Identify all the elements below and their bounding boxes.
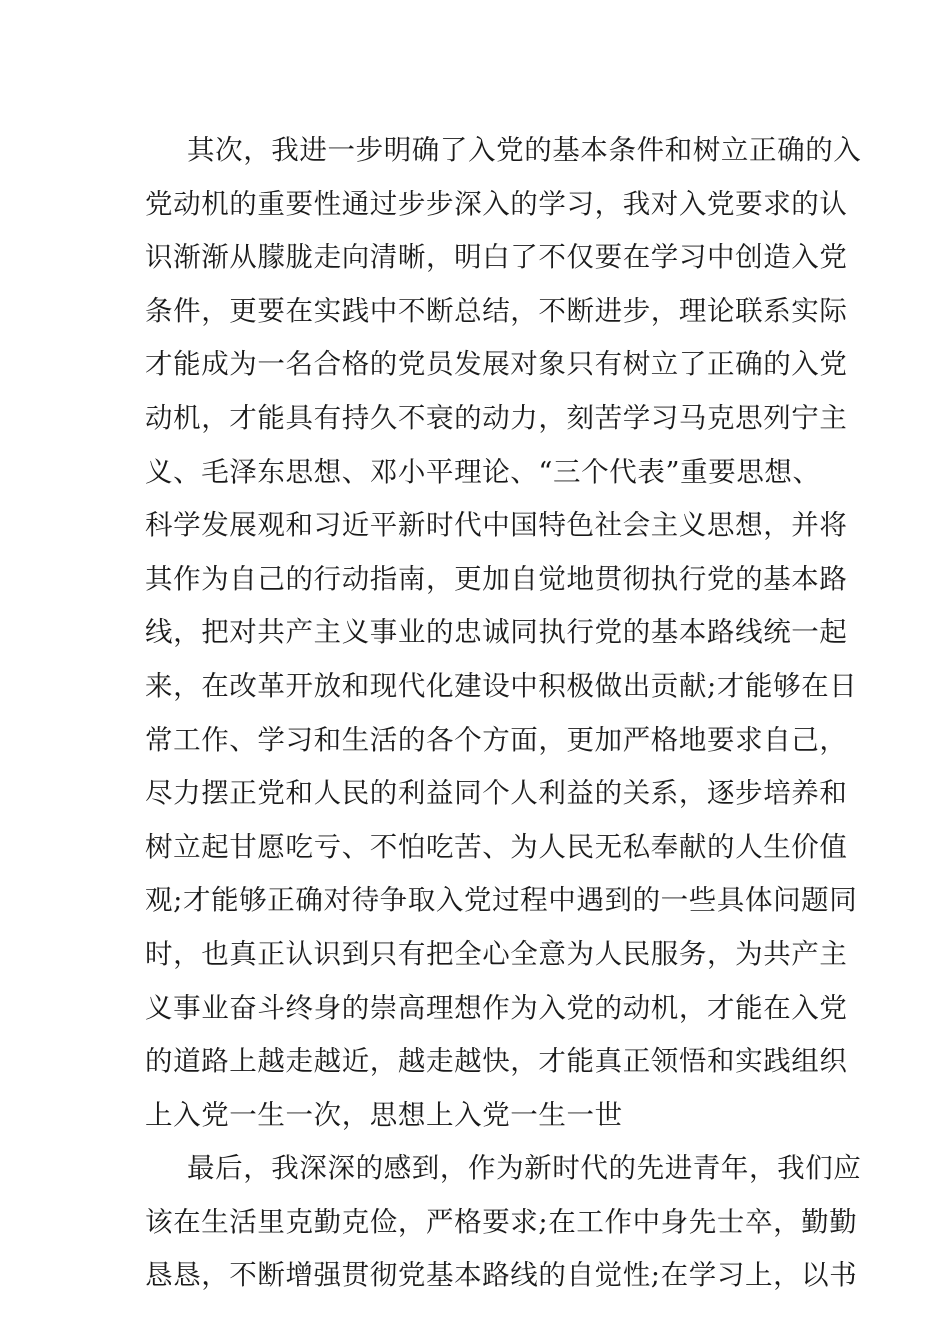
- paragraph-1-line-19: 上入党一生一次，思想上入党一生一世: [145, 1098, 623, 1131]
- paragraph-1-line-15: 观;才能够正确对待争取入党过程中遇到的一些具体问题同: [145, 884, 858, 917]
- paragraph-2-line-2: 该在生活里克勤克俭，严格要求;在工作中身先士卒，勤勤: [145, 1205, 858, 1238]
- paragraph-1-line-16: 时，也真正认识到只有把全心全意为人民服务，为共产主: [145, 937, 848, 970]
- paragraph-1-line-2: 党动机的重要性通过步步深入的学习，我对入党要求的认: [145, 187, 848, 220]
- paragraph-1-line-11: 来，在改革开放和现代化建设中积极做出贡献;才能够在日: [145, 669, 858, 702]
- paragraph-2-line-1: 最后，我深深的感到，作为新时代的先进青年，我们应: [187, 1152, 862, 1185]
- paragraph-1-line-10: 线，把对共产主义事业的忠诚同执行党的基本路线统一起: [145, 616, 848, 649]
- document-body: [145, 124, 862, 1303]
- paragraph-1-line-6: 动机，才能具有持久不衰的动力，刻苦学习马克思列宁主: [145, 401, 848, 434]
- paragraph-1-line-18: 的道路上越走越近，越走越快，才能真正领悟和实践组织: [145, 1045, 848, 1078]
- paragraph-1-line-7: 义、毛泽东思想、邓小平理论、“三个代表”重要思想、: [145, 455, 821, 488]
- paragraph-1-line-8: 科学发展观和习近平新时代中国特色社会主义思想，并将: [145, 509, 848, 542]
- paragraph-1-line-5: 才能成为一名合格的党员发展对象只有树立了正确的入党: [145, 348, 848, 381]
- paragraph-1-line-12: 常工作、学习和生活的各个方面，更加严格地要求自己，: [145, 723, 848, 756]
- paragraph-1-line-9: 其作为自己的行动指南，更加自觉地贯彻执行党的基本路: [145, 562, 848, 595]
- paragraph-1-line-3: 识渐渐从朦胧走向清晰，明白了不仅要在学习中创造入党: [145, 241, 848, 274]
- paragraph-2-line-3: 恳恳，不断增强贯彻党基本路线的自觉性;在学习上，以书: [145, 1259, 858, 1292]
- paragraph-1-line-1: 其次，我进一步明确了入党的基本条件和树立正确的入: [187, 134, 862, 166]
- paragraph-1-line-4: 条件，更要在实践中不断总结，不断进步，理论联系实际: [145, 294, 848, 327]
- paragraph-1-line-14: 树立起甘愿吃亏、不怕吃苦、为人民无私奉献的人生价值: [145, 830, 848, 863]
- paragraph-1-line-17: 义事业奋斗终身的崇高理想作为入党的动机，才能在入党: [145, 991, 848, 1024]
- paragraph-1-line-13: 尽力摆正党和人民的利益同个人利益的关系，逐步培养和: [145, 777, 848, 810]
